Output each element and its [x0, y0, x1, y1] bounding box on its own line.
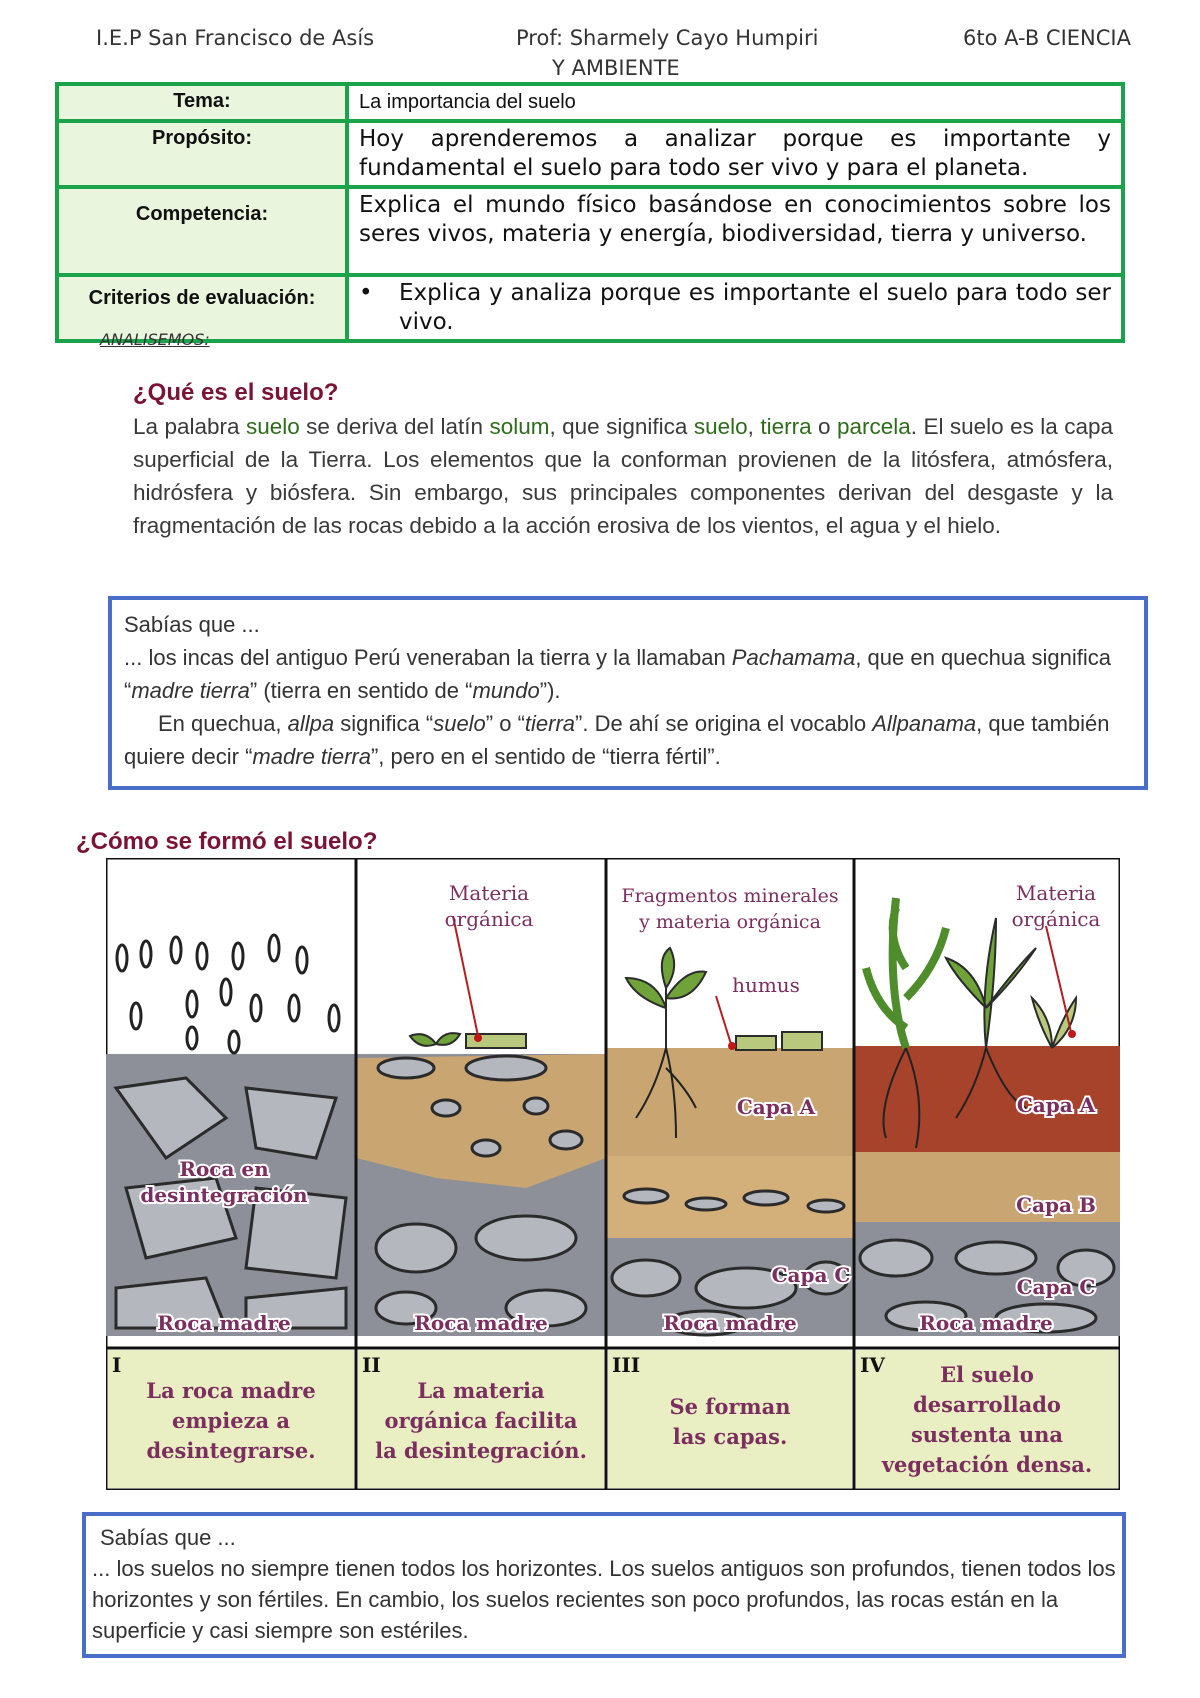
- caption-4-line-1: El suelo: [940, 1362, 1034, 1387]
- panel-number-4: IV: [860, 1353, 885, 1377]
- text-run: o: [811, 414, 837, 439]
- did-you-know-box-horizons: [82, 1512, 1126, 1658]
- term-suelo: suelo: [433, 711, 486, 736]
- keyword-parcela: parcela: [836, 414, 911, 439]
- label-fragmentos: Fragmentos minerales: [621, 885, 839, 907]
- section-title-como-se-formo: ¿Cómo se formó el suelo?: [76, 828, 378, 855]
- term-tierra: tierra: [524, 711, 576, 736]
- teacher-name: Prof: Sharmely Cayo Humpiri: [516, 26, 819, 50]
- text-run: significa “: [334, 711, 434, 736]
- proposito-label: Propósito:: [57, 121, 347, 187]
- text-run: ” o “: [485, 711, 525, 736]
- subject-continuation: Y AMBIENTE: [552, 56, 680, 80]
- text-run: ”, pero en el sentido de “tierra fértil”.: [370, 744, 721, 769]
- box2-text: ... los suelos no siempre tienen todos los horizontes. Los suelos antiguos son profundos, tienen todos los horizontes y son fértiles. En cambio, los suelos recientes son poco profundos, las rocas están en la superficie y casi siempre son estériles.: [92, 1556, 1116, 1643]
- label-organica-2: orgánica: [444, 907, 534, 931]
- term-madre-tierra: madre tierra: [131, 678, 250, 703]
- definition-paragraph: [133, 410, 1113, 542]
- tema-value: La importancia del suelo: [347, 84, 1123, 121]
- label-capa-b-4: Capa B: [1016, 1193, 1096, 1217]
- lesson-info-table: [55, 82, 1125, 343]
- caption-3-line-2: las capas.: [672, 1424, 788, 1449]
- text-run: ,: [747, 414, 761, 439]
- text-run: En quechua,: [158, 711, 288, 736]
- caption-4-line-4: vegetación densa.: [881, 1452, 1093, 1477]
- term-madre-tierra: madre tierra: [252, 744, 371, 769]
- proposito-value: Hoy aprenderemos a analizar porque es importante y fundamental el suelo para todo ser vivo y para el planeta.: [347, 121, 1123, 187]
- text-run: , que significa: [549, 414, 694, 439]
- text-run: , que en quechua significa “: [124, 645, 1111, 703]
- keyword-suelo: suelo: [693, 414, 748, 439]
- keyword-tierra: tierra: [760, 414, 812, 439]
- caption-3-line-1: Se forman: [669, 1394, 791, 1419]
- label-capa-c-3: Capa C: [771, 1263, 851, 1287]
- criterios-label: Criterios de evaluación:: [57, 275, 347, 341]
- label-materia-4: Materia: [1015, 881, 1097, 905]
- caption-4-line-2: desarrollado: [913, 1392, 1061, 1417]
- row-proposito: [57, 121, 1123, 187]
- bullet: •: [359, 280, 373, 306]
- keyword-solum: solum: [489, 414, 550, 439]
- label-materia-organica-3: y materia orgánica: [639, 911, 821, 933]
- label-capa-c-4: Capa C: [1016, 1275, 1096, 1299]
- box-line-1: [124, 641, 1132, 707]
- label-roca-en: Roca en: [179, 1157, 269, 1181]
- panel-number-3: III: [612, 1353, 641, 1377]
- text-run: ” (tierra en sentido de “: [249, 678, 473, 703]
- box-intro: Sabías que ...: [124, 612, 260, 637]
- box2-intro: Sabías que ...: [100, 1525, 236, 1550]
- caption-4-line-3: sustenta una: [910, 1422, 1064, 1447]
- term-pachamama: Pachamama: [731, 645, 856, 670]
- soil-formation-illustration: [106, 858, 1120, 1490]
- caption-1-line-1: La roca madre: [146, 1378, 316, 1403]
- keyword-suelo: suelo: [245, 414, 300, 439]
- label-roca-madre-2: Roca madre: [414, 1311, 548, 1335]
- label-roca-madre-1: Roca madre: [157, 1311, 291, 1335]
- term-mundo: mundo: [472, 678, 540, 703]
- analisemos-heading: ANALISEMOS:: [100, 330, 210, 349]
- caption-2-line-2: orgánica facilita: [384, 1408, 578, 1433]
- label-capa-a-3: Capa A: [736, 1095, 816, 1119]
- tema-label: Tema:: [57, 84, 347, 121]
- term-allpa: allpa: [287, 711, 335, 736]
- caption-2-line-3: la desintegración.: [375, 1438, 587, 1463]
- criterios-cell: [347, 275, 1123, 341]
- label-desintegracion: desintegración: [140, 1183, 308, 1207]
- text-run: La palabra: [133, 414, 246, 439]
- text-run: se deriva del latín: [299, 414, 490, 439]
- label-roca-madre-3: Roca madre: [663, 1311, 797, 1335]
- section-title-que-es-suelo: ¿Qué es el suelo?: [133, 379, 339, 406]
- text-run: ”).: [539, 678, 561, 703]
- caption-1-line-2: empieza a: [171, 1408, 291, 1433]
- text-run: ”. De ahí se origina el vocablo: [575, 711, 873, 736]
- panel-number-2: II: [362, 1353, 381, 1377]
- term-allpanama: Allpanama: [872, 711, 977, 736]
- competencia-label: Competencia:: [57, 187, 347, 275]
- label-materia-2: Materia: [448, 881, 530, 905]
- label-roca-madre-4: Roca madre: [919, 1311, 1053, 1335]
- school-name: I.E.P San Francisco de Asís: [96, 26, 375, 50]
- caption-1-line-3: desintegrarse.: [146, 1438, 316, 1463]
- label-humus: humus: [732, 973, 800, 997]
- row-competencia: [57, 187, 1123, 275]
- label-capa-a-4: Capa A: [1016, 1093, 1096, 1117]
- row-criterios: [57, 275, 1123, 341]
- competencia-value: Explica el mundo físico basándose en conocimientos sobre los seres vivos, materia y energía, biodiversidad, tierra y universo.: [347, 187, 1123, 275]
- panel-number-1: I: [112, 1353, 122, 1377]
- criterios-value: Explica y analiza porque es importante el suelo para todo ser vivo.: [399, 280, 1111, 335]
- row-tema: [57, 84, 1123, 121]
- soil-formation-diagram: [106, 858, 1120, 1490]
- grade-subject: 6to A-B CIENCIA: [963, 26, 1131, 50]
- text-run: , que también quiere decir “: [124, 711, 1110, 769]
- caption-2-line-1: La materia: [417, 1378, 545, 1403]
- label-organica-4: orgánica: [1011, 907, 1101, 931]
- text-run: . El suelo es la capa superficial de la Tierra. Los elementos que la conforman provienen de la litósfera, atmósfera, hidrósfera y biósfera. Sin embargo, sus principales componentes derivan del desgaste y la fragmentación de las rocas debido a la acción erosiva de los vientos, el agua y el hielo.: [133, 414, 1113, 538]
- did-you-know-box-incas: [108, 596, 1148, 790]
- text-run: ... los incas del antiguo Perú veneraban la tierra y la llamaban: [124, 645, 732, 670]
- box-line-2: [124, 707, 1132, 773]
